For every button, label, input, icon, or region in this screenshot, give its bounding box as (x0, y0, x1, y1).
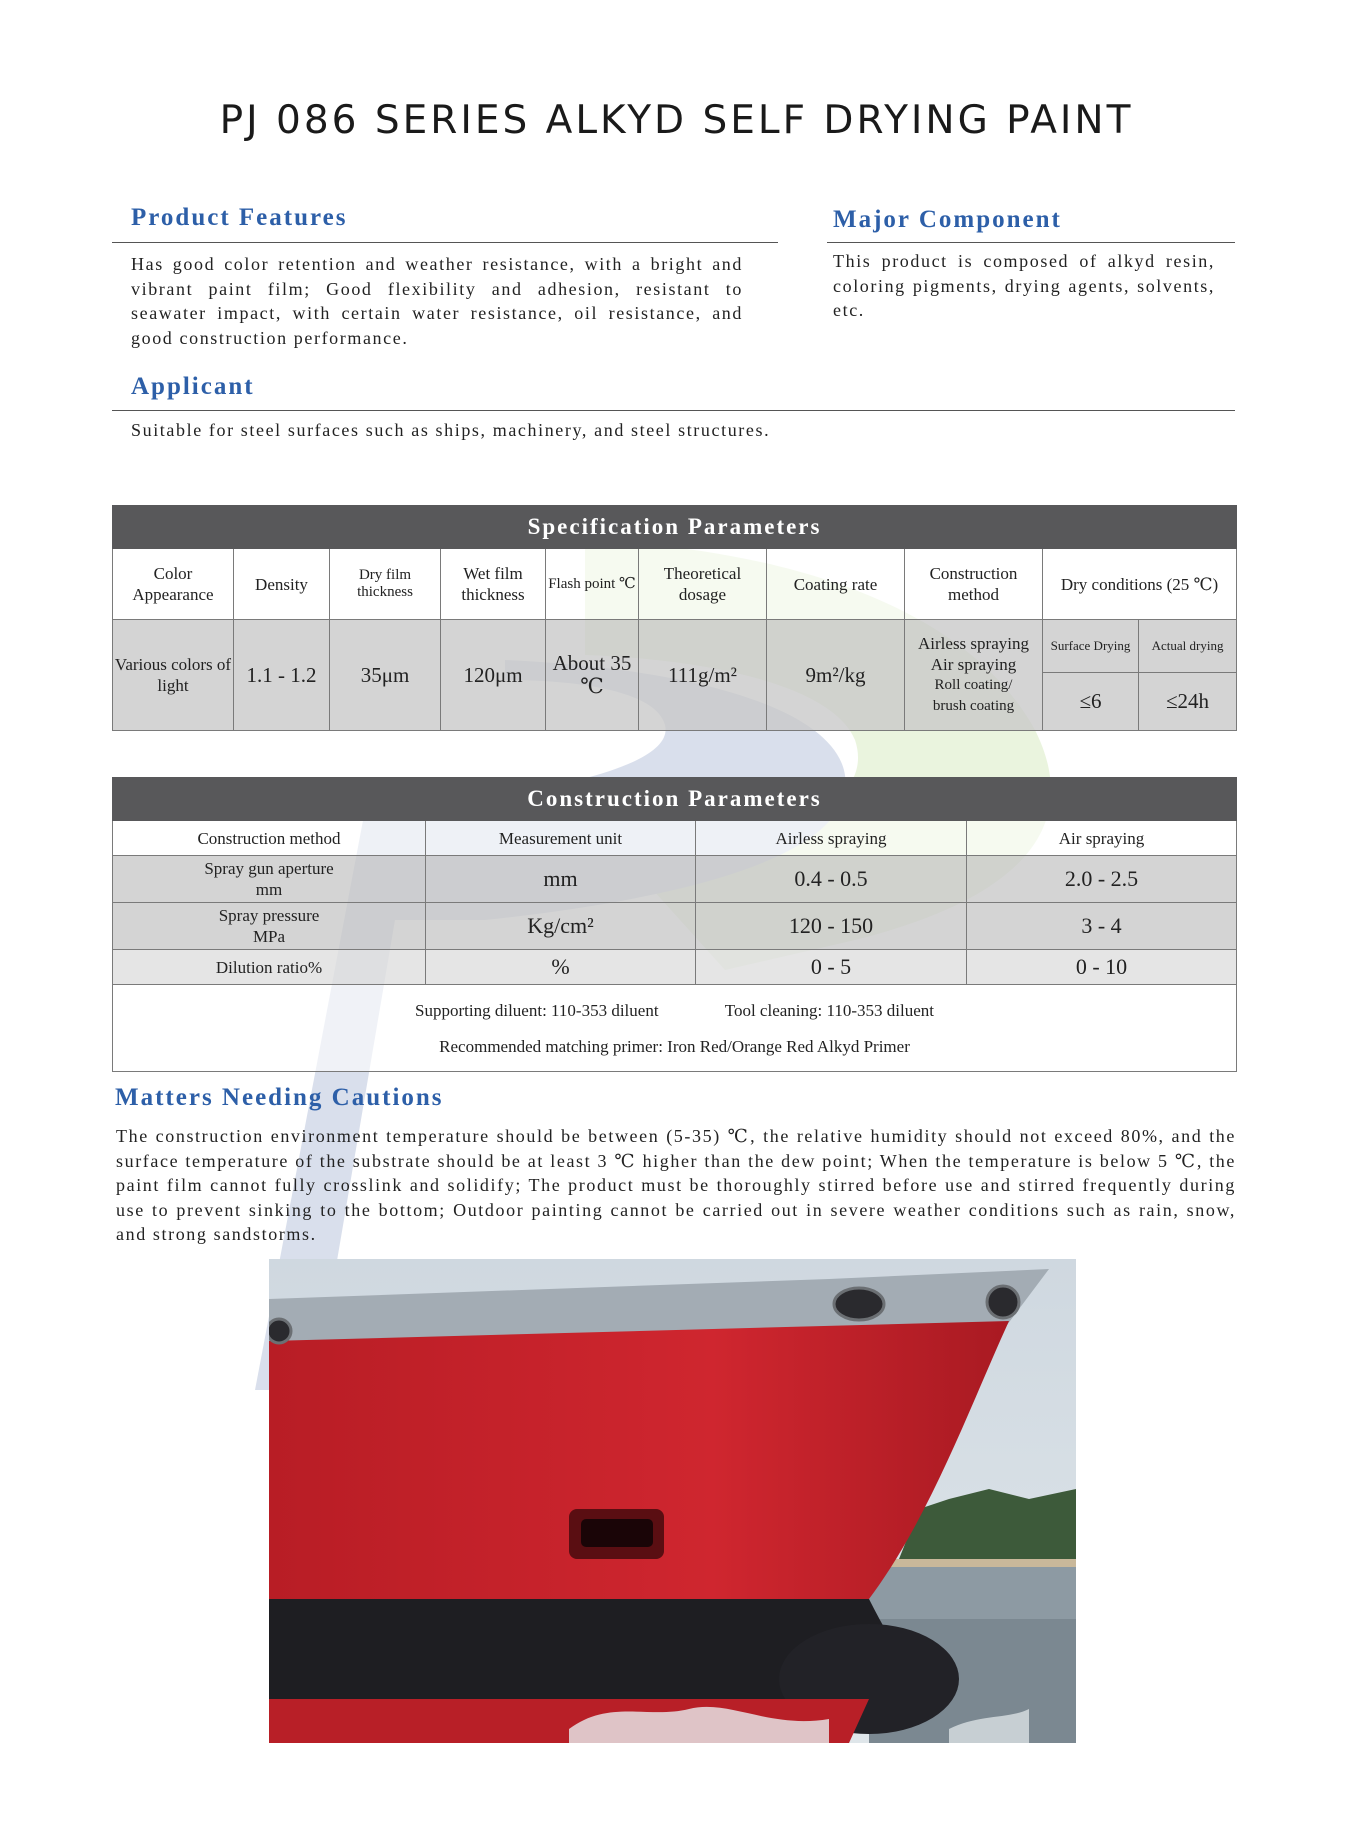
spec-header-color: Color Appearance (113, 549, 234, 620)
product-features-text: Has good color retention and weather resistance, with a bright and vibrant paint film; Good flexibility and adhesion, resistant to seawater impact, with certain water resistance, oil resistance, and good construction performance. (131, 254, 743, 348)
construction-notes (113, 985, 1237, 1072)
construction-air-value: 0 - 10 (967, 950, 1237, 985)
construction-airless-value: 120 - 150 (696, 903, 967, 950)
table-row (113, 856, 1237, 903)
construction-header-air: Air spraying (967, 821, 1237, 856)
major-component-heading: Major Component (833, 206, 1062, 233)
applicant-text: Suitable for steel surfaces such as ships, machinery, and steel structures. (131, 420, 771, 440)
construction-notes-line-1 (113, 992, 1236, 1030)
tool-cleaning: Tool cleaning: 110-353 diluent (724, 1001, 934, 1020)
spec-value-density: 1.1 - 1.2 (234, 620, 330, 731)
major-component-text: This product is composed of alkyd resin, coloring pigments, drying agents, solvents, etc. (833, 251, 1215, 320)
spec-header-coating-rate: Coating rate (767, 549, 905, 620)
ship-bow-photo (269, 1259, 1076, 1743)
specification-title: Specification Parameters (113, 506, 1237, 549)
recommended-primer: Recommended matching primer: Iron Red/Orange Red Alkyd Primer (439, 1037, 910, 1056)
spec-method-brush: brush coating (932, 698, 1015, 714)
cautions-heading: Matters Needing Cautions (115, 1084, 444, 1111)
spec-value-theoretical: 111g/m² (639, 620, 767, 731)
cautions-text: The construction environment temperature should be between (5-35) ℃, the relative humidity should not exceed 80%, and the surface temperature of the substrate should be at least 3 ℃ higher than the dew point; When the temperature is below 5 ℃, the paint film cannot fully crosslink and solidify; The product must be thoroughly stirred before use and stirred frequently during use to prevent sinking to the bottom; Outdoor painting cannot be carried out in severe weather conditions such as rain, snow, and strong sandstorms. (116, 1126, 1236, 1244)
construction-table (112, 777, 1237, 1072)
applicant-heading: Applicant (131, 373, 255, 400)
spec-header-wet-film: Wet film thickness (441, 549, 546, 620)
spec-value-flash-point: About 35 ℃ (546, 620, 639, 731)
applicant-rule (112, 410, 1235, 411)
construction-unit: % (426, 950, 696, 985)
page-title: PJ 086 SERIES ALKYD SELF DRYING PAINT (219, 98, 1134, 143)
table-row (113, 903, 1237, 950)
construction-label-unit: MPa (252, 927, 286, 946)
product-features-heading: Product Features (131, 204, 348, 231)
spec-method-air: Air spraying (930, 655, 1017, 674)
major-component-rule (827, 242, 1235, 243)
spec-value-wet-film: 120μm (441, 620, 546, 731)
construction-airless-value: 0 - 5 (696, 950, 967, 985)
spec-header-surface-drying: Surface Drying (1043, 620, 1139, 673)
construction-label-unit: mm (255, 880, 283, 899)
construction-header-airless: Airless spraying (696, 821, 967, 856)
construction-header-method: Construction method (113, 821, 426, 856)
spec-value-method (905, 620, 1043, 731)
spec-header-method: Construction method (905, 549, 1043, 620)
spec-value-actual-drying: ≤24h (1139, 673, 1237, 731)
construction-air-value: 2.0 - 2.5 (967, 856, 1237, 903)
spec-header-theoretical: Theoretical dosage (639, 549, 767, 620)
construction-title: Construction Parameters (113, 778, 1237, 821)
spec-header-dry-film: Dry film thickness (330, 549, 441, 620)
table-row (113, 950, 1237, 985)
construction-airless-value: 0.4 - 0.5 (696, 856, 967, 903)
specification-table (112, 505, 1237, 731)
spec-value-surface-drying: ≤6 (1043, 673, 1139, 731)
spec-header-flash-point: Flash point ℃ (546, 549, 639, 620)
spec-method-roll: Roll coating/ (934, 677, 1013, 693)
spec-header-density: Density (234, 549, 330, 620)
spec-value-dry-film: 35μm (330, 620, 441, 731)
spec-header-actual-drying: Actual drying (1139, 620, 1237, 673)
spec-value-color: Various colors of light (113, 620, 234, 731)
construction-label-line: Spray pressure (218, 906, 320, 925)
spec-value-coating-rate: 9m²/kg (767, 620, 905, 731)
construction-row-label (113, 856, 426, 903)
supporting-diluent: Supporting diluent: 110-353 diluent (415, 1001, 659, 1020)
spec-header-dry-conditions: Dry conditions (25 ℃) (1043, 549, 1237, 620)
construction-air-value: 3 - 4 (967, 903, 1237, 950)
construction-unit: mm (426, 856, 696, 903)
product-features-rule (112, 242, 778, 243)
construction-label-line: Spray gun aperture (204, 859, 334, 878)
construction-header-unit: Measurement unit (426, 821, 696, 856)
construction-unit: Kg/cm² (426, 903, 696, 950)
construction-row-label (113, 903, 426, 950)
construction-row-label: Dilution ratio% (113, 950, 426, 985)
spec-method-airless: Airless spraying (918, 634, 1029, 653)
